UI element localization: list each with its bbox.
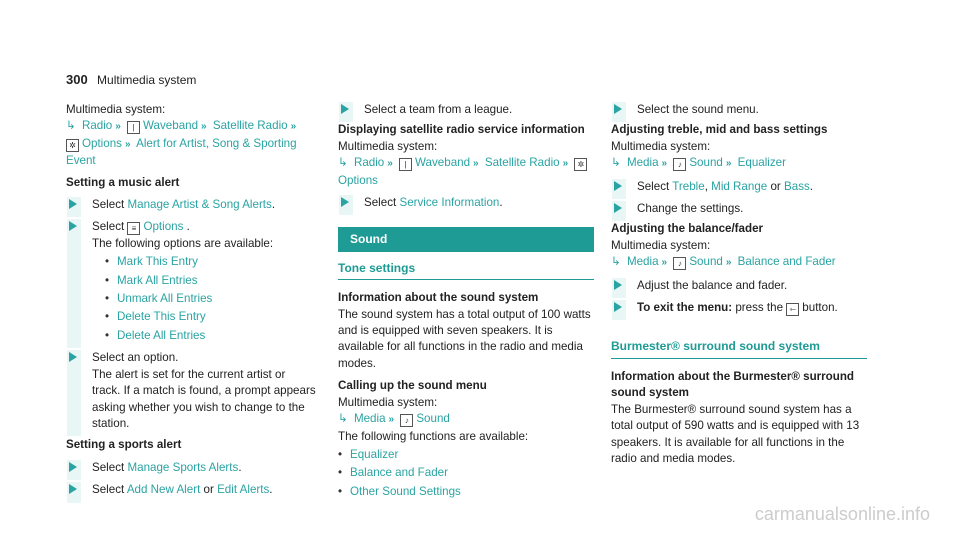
list-item[interactable]: • Mark This Entry bbox=[105, 254, 316, 270]
step-arrow-icon bbox=[69, 352, 77, 362]
chevron-icon: » bbox=[473, 158, 479, 170]
column-3 bbox=[611, 102, 867, 467]
options-gear-icon: ✲ bbox=[66, 139, 79, 152]
music-note-icon: ♪ bbox=[673, 158, 686, 171]
step-arrow-icon bbox=[69, 484, 77, 494]
step-arrow-icon bbox=[614, 302, 622, 312]
step-arrow-icon bbox=[614, 203, 622, 213]
step bbox=[66, 197, 316, 213]
heading-treble-settings: Adjusting treble, mid and bass settings bbox=[611, 123, 828, 137]
chevron-icon: » bbox=[387, 158, 393, 170]
nav-radio[interactable]: Radio bbox=[81, 119, 113, 133]
return-arrow-icon: ↳ bbox=[611, 255, 621, 269]
step-arrow-icon bbox=[614, 181, 622, 191]
heading-balance-fader: Adjusting the balance/fader bbox=[611, 222, 764, 236]
step-text: Select bbox=[637, 179, 670, 193]
nav-media[interactable]: Media bbox=[626, 255, 659, 269]
intro-text: Multimedia system: bbox=[611, 238, 711, 252]
intro-text: Multimedia system: bbox=[611, 139, 711, 153]
music-note-icon: ♪ bbox=[673, 257, 686, 270]
nav-equalizer[interactable]: Equalizer bbox=[737, 156, 786, 170]
step-text: Change the settings. bbox=[637, 202, 744, 216]
chevron-icon: » bbox=[661, 257, 668, 269]
nav-media[interactable]: Media bbox=[353, 412, 386, 426]
step-text: Select the sound menu. bbox=[637, 103, 759, 116]
nav-path bbox=[338, 155, 594, 189]
body-text: The Burmester® surround sound system has a total output of 590 watts and is equipped with 13 speakers. It is available for all functions in the radio and media modes. bbox=[611, 402, 860, 465]
step bbox=[611, 201, 867, 217]
link-edit-alerts[interactable]: Edit Alerts bbox=[217, 483, 270, 497]
step-arrow-icon bbox=[341, 104, 349, 114]
link-manage-artist-alerts[interactable]: Manage Artist & Song Alerts bbox=[127, 198, 272, 212]
list-item[interactable]: • Balance and Fader bbox=[338, 465, 594, 481]
step-text: button. bbox=[802, 301, 838, 315]
step-text: Select bbox=[92, 460, 125, 474]
heading-sports-alert: Setting a sports alert bbox=[66, 438, 182, 452]
link-mid-range[interactable]: Mid Range bbox=[711, 179, 768, 193]
return-arrow-icon: ↳ bbox=[611, 156, 621, 170]
nav-options[interactable]: Options bbox=[338, 173, 378, 187]
return-arrow-icon: ↳ bbox=[338, 412, 348, 426]
nav-sound[interactable]: Sound bbox=[689, 156, 723, 170]
intro-text: Multimedia system: bbox=[338, 395, 438, 409]
step-text: Select a team from a league. bbox=[364, 103, 513, 116]
return-arrow-icon: ↳ bbox=[338, 156, 348, 170]
step bbox=[611, 300, 867, 316]
chevron-icon: » bbox=[725, 158, 732, 170]
nav-alert[interactable]: Alert for Artist, Song & Sporting Event bbox=[66, 136, 297, 168]
menu-icon: ≡ bbox=[127, 222, 140, 235]
list-item[interactable]: • Unmark All Entries bbox=[105, 291, 316, 307]
punct: . bbox=[238, 460, 242, 474]
link-treble[interactable]: Treble bbox=[672, 179, 705, 193]
step-text: Select bbox=[92, 483, 125, 497]
punct: . bbox=[271, 198, 276, 212]
step-arrow-icon bbox=[614, 280, 622, 290]
step bbox=[66, 350, 316, 432]
step-text: or bbox=[770, 179, 781, 193]
step-arrow-icon bbox=[69, 199, 77, 209]
chevron-icon: » bbox=[290, 121, 297, 133]
nav-waveband[interactable]: Waveband bbox=[415, 156, 471, 170]
step-text: or bbox=[203, 483, 214, 497]
nav-satellite-radio[interactable]: Satellite Radio bbox=[212, 119, 288, 133]
nav-options[interactable]: Options bbox=[82, 136, 122, 150]
chevron-icon: » bbox=[124, 138, 131, 150]
intro-text: Multimedia system: bbox=[66, 103, 166, 116]
subsection-tone-settings: Tone settings bbox=[338, 260, 594, 280]
heading-calling-sound-menu: Calling up the sound menu bbox=[338, 379, 487, 393]
step-text: press the bbox=[735, 301, 784, 315]
watermark: carmanualsonline.info bbox=[754, 504, 930, 524]
options-gear-icon: ✲ bbox=[574, 158, 587, 171]
column-2 bbox=[338, 102, 594, 502]
intro-text: Multimedia system: bbox=[338, 139, 438, 153]
punct: , bbox=[704, 179, 708, 193]
subsection-burmester: Burmester® surround sound system bbox=[611, 338, 867, 358]
step-text: Select an option. bbox=[92, 351, 179, 365]
nav-path bbox=[66, 118, 316, 169]
step bbox=[338, 102, 594, 118]
chevron-icon: » bbox=[201, 121, 207, 133]
waveband-icon: | bbox=[399, 158, 412, 171]
body-text: The sound system has a total output of 100 watts and is equipped with seven speakers. It is available for all functions in the radio and media modes. bbox=[338, 307, 591, 370]
step-text: Select bbox=[92, 198, 125, 212]
punct: . bbox=[809, 179, 814, 193]
column-1 bbox=[66, 102, 316, 499]
page-header bbox=[66, 72, 196, 87]
body-text: The following functions are available: bbox=[338, 429, 529, 443]
punct: . bbox=[499, 196, 503, 210]
link-service-information[interactable]: Service Information bbox=[399, 196, 500, 210]
back-icon: ⇽ bbox=[786, 303, 799, 316]
nav-sound[interactable]: Sound bbox=[689, 255, 723, 269]
link-options[interactable]: Options bbox=[143, 220, 184, 234]
link-add-new-alert[interactable]: Add New Alert bbox=[126, 483, 201, 497]
punct: . bbox=[269, 483, 273, 497]
nav-path bbox=[338, 411, 594, 428]
step-text: Adjust the balance and fader. bbox=[637, 278, 788, 292]
chevron-icon: » bbox=[725, 257, 732, 269]
nav-balance-fader[interactable]: Balance and Fader bbox=[737, 255, 836, 269]
step bbox=[66, 460, 316, 476]
step bbox=[66, 219, 316, 344]
music-note-icon: ♪ bbox=[400, 414, 413, 427]
nav-path bbox=[611, 254, 867, 271]
step-desc: The following options are available: bbox=[92, 236, 274, 250]
step bbox=[66, 482, 316, 498]
list-item[interactable]: • Delete This Entry bbox=[105, 309, 316, 325]
heading-sound-info: Information about the sound system bbox=[338, 291, 539, 305]
step-arrow-icon bbox=[69, 462, 77, 472]
step-arrow-icon bbox=[341, 197, 349, 207]
step-text: Select bbox=[364, 196, 397, 210]
step-bold: To exit the menu: bbox=[637, 301, 733, 315]
heading-music-alert: Setting a music alert bbox=[66, 175, 180, 189]
chevron-icon: » bbox=[562, 158, 569, 170]
step bbox=[611, 278, 867, 294]
section-band-sound: Sound bbox=[338, 227, 594, 251]
step-desc: The alert is set for the current artist or track. If a match is found, a prompt appears asking whether you wish to change to the station. bbox=[92, 367, 316, 430]
heading-display-info: Displaying satellite radio service information bbox=[338, 123, 585, 137]
chevron-icon: » bbox=[388, 414, 395, 426]
step-text: Select bbox=[92, 220, 125, 234]
nav-satellite-radio[interactable]: Satellite Radio bbox=[484, 156, 560, 170]
waveband-icon: | bbox=[127, 121, 140, 134]
nav-sound[interactable]: Sound bbox=[416, 412, 450, 426]
functions-list bbox=[338, 447, 594, 500]
page-number: 300 bbox=[66, 72, 88, 87]
heading-burmester-info: Information about the Burmester® surround sound system bbox=[611, 369, 855, 400]
step-arrow-icon bbox=[69, 221, 77, 231]
punct: . bbox=[186, 220, 190, 234]
chevron-icon: » bbox=[115, 121, 121, 133]
step bbox=[611, 102, 867, 118]
list-item[interactable]: • Other Sound Settings bbox=[338, 484, 594, 500]
chevron-icon: » bbox=[661, 158, 668, 170]
nav-waveband[interactable]: Waveband bbox=[143, 119, 199, 133]
nav-radio[interactable]: Radio bbox=[353, 156, 385, 170]
step bbox=[611, 179, 867, 195]
nav-path bbox=[611, 155, 867, 172]
nav-media[interactable]: Media bbox=[626, 156, 659, 170]
link-manage-sports-alerts[interactable]: Manage Sports Alerts bbox=[127, 460, 239, 474]
list-item[interactable]: • Equalizer bbox=[338, 447, 594, 463]
step bbox=[338, 195, 594, 211]
list-item[interactable]: • Delete All Entries bbox=[105, 328, 316, 344]
return-arrow-icon: ↳ bbox=[66, 119, 76, 133]
list-item[interactable]: • Mark All Entries bbox=[105, 273, 316, 289]
page-header-title: Multimedia system bbox=[97, 73, 197, 87]
step-arrow-icon bbox=[614, 104, 622, 114]
options-list bbox=[105, 254, 316, 344]
link-bass[interactable]: Bass bbox=[784, 179, 810, 193]
